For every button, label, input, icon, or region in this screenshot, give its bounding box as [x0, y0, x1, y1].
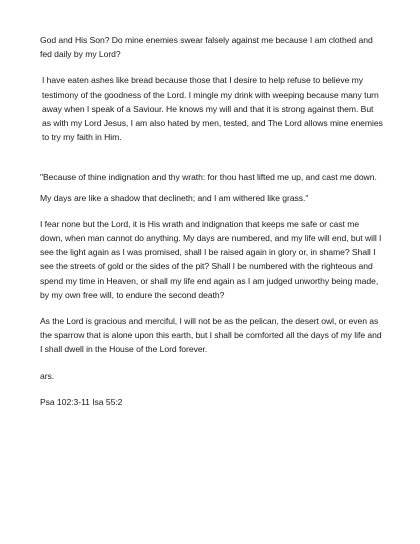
- paragraph-1: God and His Son? Do mine enemies swear falsely against me because I am clothed and fed daily by my Lord?: [40, 35, 373, 60]
- paragraph-2: I have eaten ashes like bread because those that I desire to help refuse to believe my testimony of the goodness of the Lord. I mingle my drink with weeping because many turn away when I speak of a Saviour. He knows my will and that it is strong against them. But as with my Lord Jesus, I am also hated by men, tested, and The Lord allows mine enemies to try my faith in Him.: [42, 75, 383, 143]
- paragraph-4: As the Lord is gracious and merciful, I will not be as the pelican, the desert owl, or even as the sparrow that is alone upon this earth, but I shall be comforted all the days of my life and I shall dwell in the House of the Lord forever.: [40, 316, 382, 355]
- paragraph-3: I fear none but the Lord, it is His wrath and indignation that keeps me safe or cast me down, when man cannot do anything. My days are numbered, and my life will end, but will I see the light again as I was promised, shall I be raised again in glory or, in shame? Shall I see the streets of gold or the sides of the pit? Shall I be numbered with the righteous and spend my time in Heaven, or shall my life end again as I am judged unworthy being made, by my own free will, to endure the second death?: [40, 218, 382, 300]
- quote-line-1: "Because of thine indignation and thy wrath: for thou hast lifted me up, and cast me down.: [40, 172, 377, 183]
- quote-line-2: My days are like a shadow that declineth; and I am withered like grass.": [40, 192, 309, 203]
- section-gap: [40, 156, 384, 170]
- signature: ars.: [40, 370, 55, 381]
- scripture-reference: Psa 102:3-11 Isa 55:2: [40, 396, 123, 407]
- document-body: [40, 33, 384, 421]
